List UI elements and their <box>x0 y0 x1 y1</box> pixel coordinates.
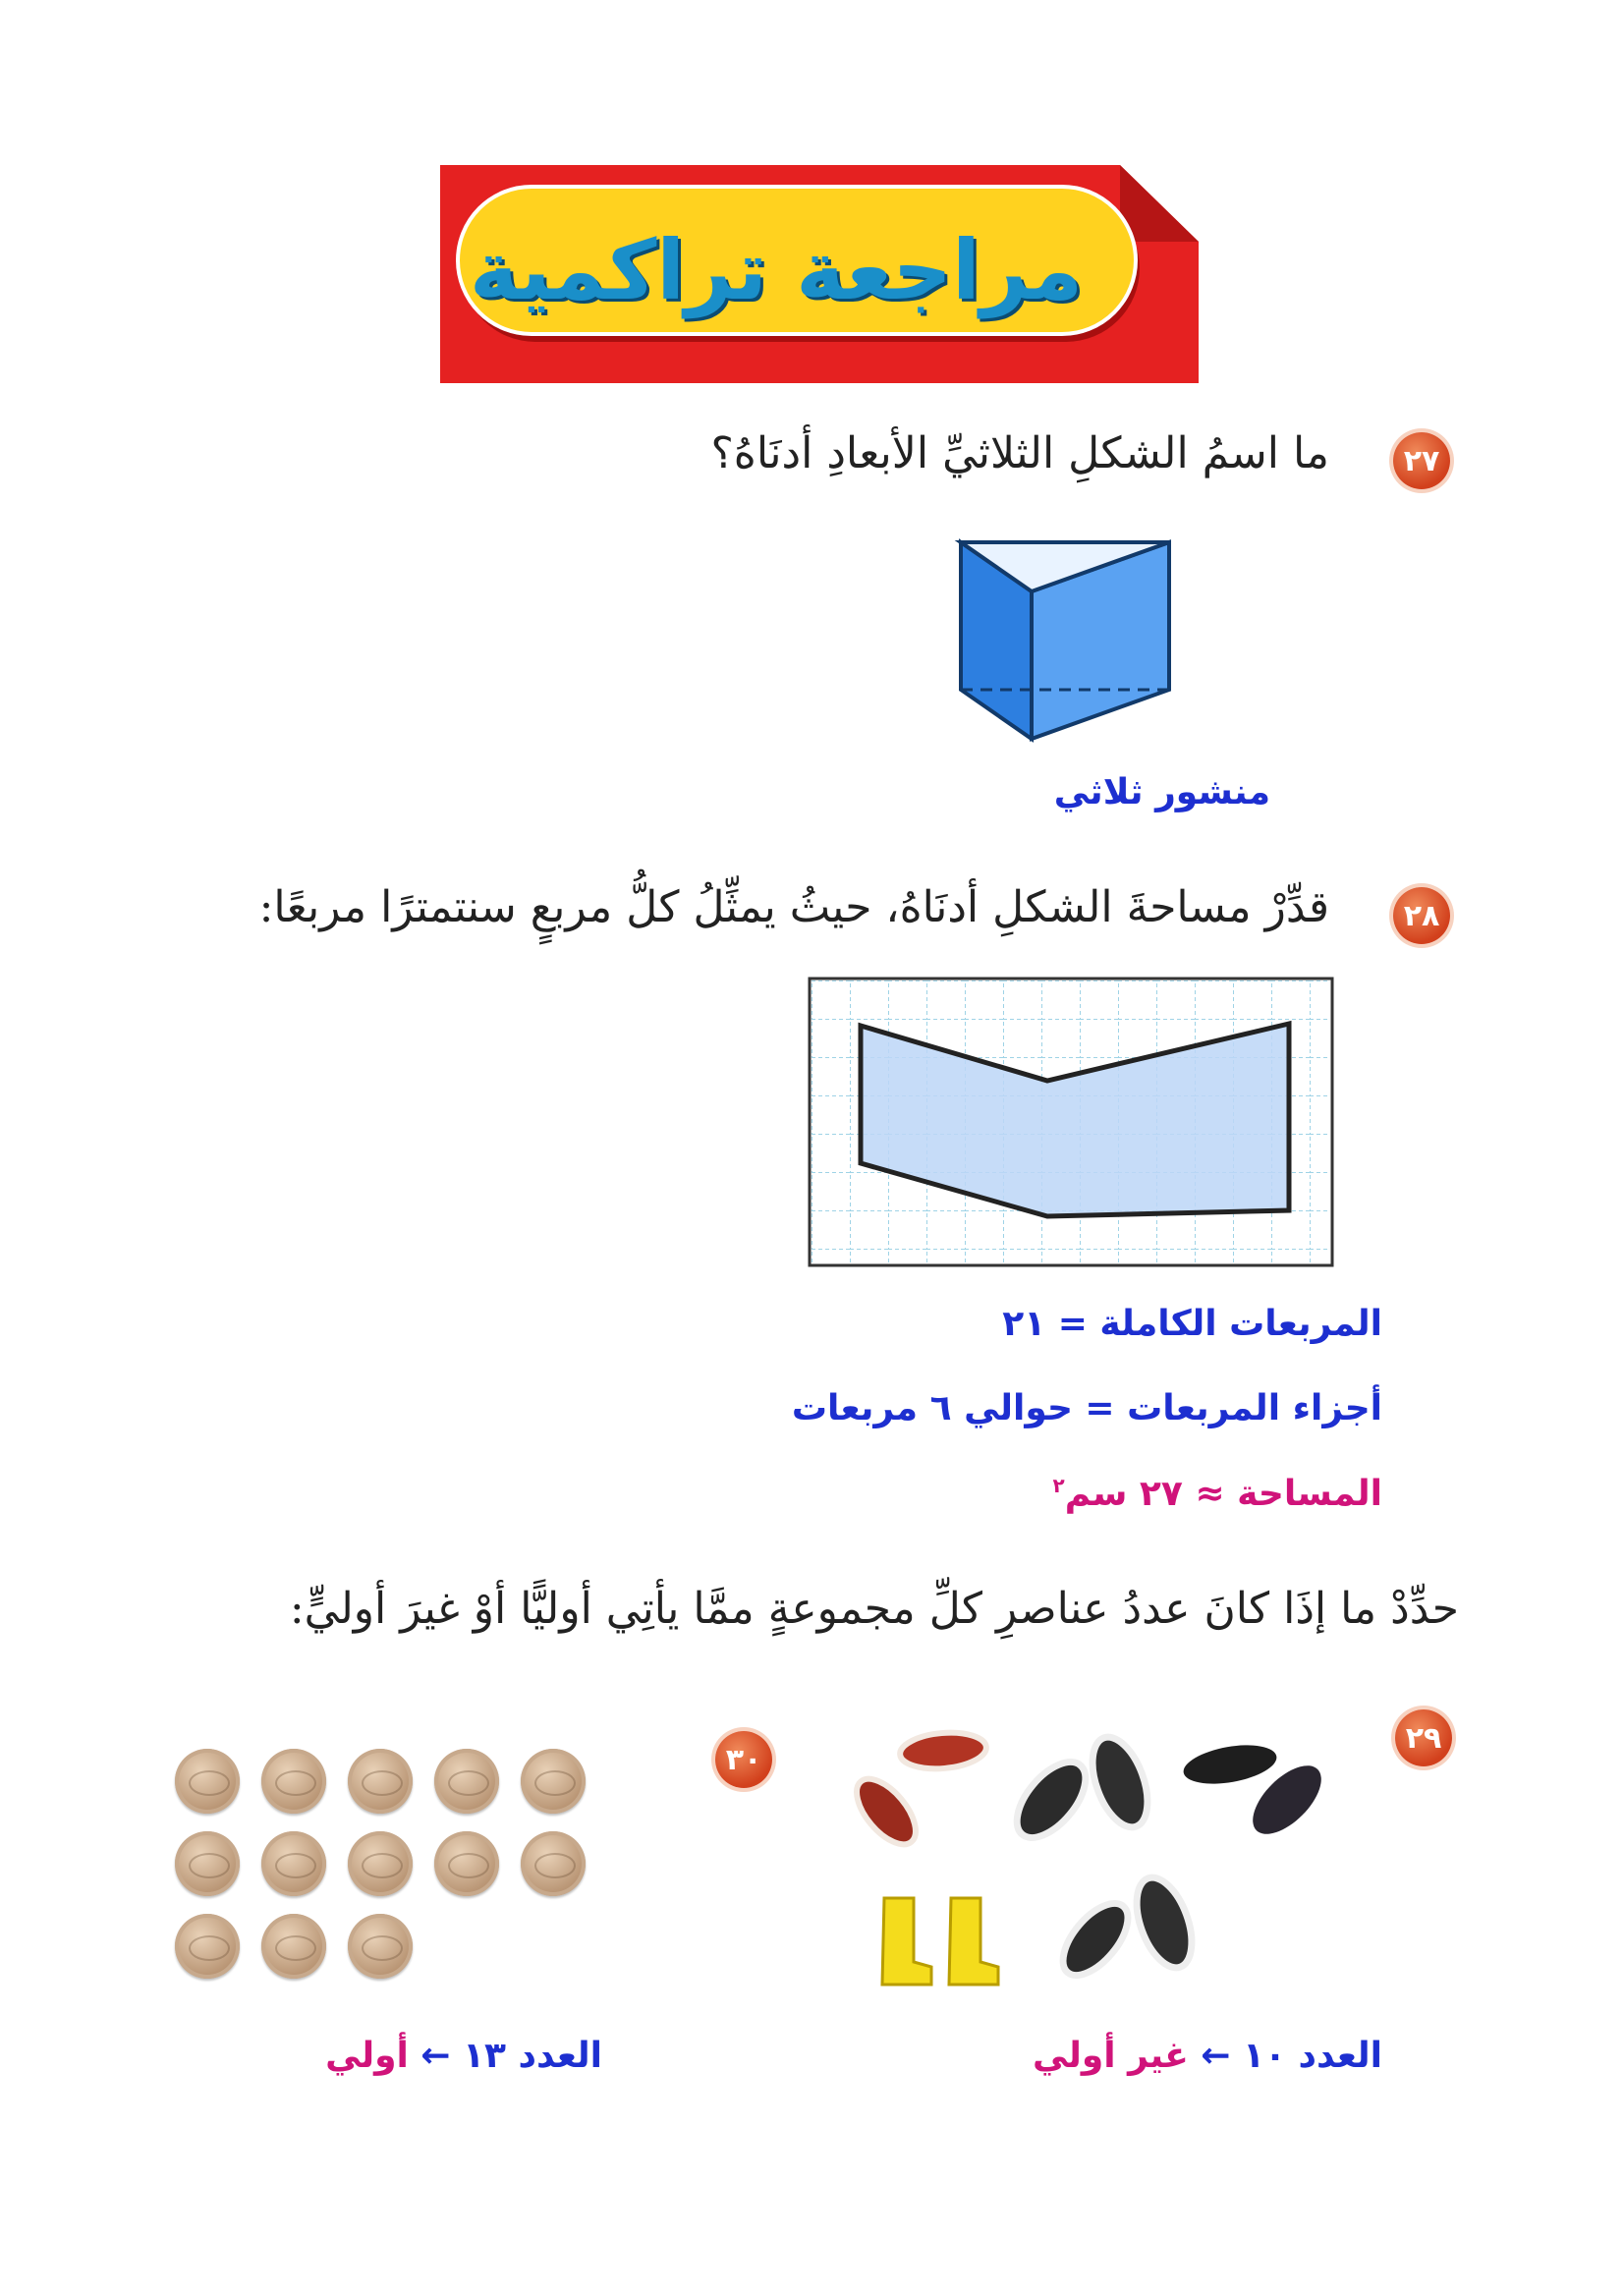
question-27-text: ما اسمُ الشكلِ الثلاثيِّ الأبعادِ أدنَاهُ؟ <box>710 428 1329 478</box>
answer-28-full: المربعات الكاملة = ٢١ <box>1002 1304 1382 1344</box>
black-sneaker-icon <box>1004 1730 1158 1850</box>
coin-icon <box>261 1914 326 1979</box>
coin-icon <box>521 1749 586 1814</box>
question-number-28: ٢٨ <box>1393 887 1450 944</box>
page-title: مراجعة تراكمية <box>469 222 1084 318</box>
answer-28-area-exponent: ٢ <box>1052 1474 1065 1497</box>
question-number-29: ٢٩ <box>1395 1709 1452 1766</box>
coin-icon <box>521 1831 586 1896</box>
coins-group-image <box>175 1749 607 2014</box>
coin-icon <box>261 1831 326 1896</box>
question-number-27: ٢٧ <box>1393 432 1450 489</box>
question-number-30: ٣٠ <box>715 1731 772 1788</box>
coin-icon <box>348 1749 413 1814</box>
answer-30-value: أولي <box>325 2036 409 2076</box>
coin-icon <box>348 1831 413 1896</box>
coin-icon <box>175 1749 240 1814</box>
red-sneaker-icon <box>846 1729 987 1854</box>
coin-icon <box>434 1749 499 1814</box>
answer-30-prefix: العدد ١٣ ← <box>420 2036 602 2076</box>
answer-28-area-text: المساحة ≈ ٢٧ سم <box>1064 1474 1382 1514</box>
area-grid-figure <box>806 975 1336 1269</box>
shoes-group-image <box>825 1721 1356 1996</box>
coin-icon <box>261 1749 326 1814</box>
answer-29 <box>1033 2036 1382 2076</box>
coin-icon <box>434 1831 499 1896</box>
coin-icon <box>175 1914 240 1979</box>
answer-29-prefix: العدد ١٠ ← <box>1201 2036 1382 2076</box>
triangular-prism-icon <box>953 531 1179 747</box>
coin-icon <box>175 1831 240 1896</box>
yellow-boot-icon <box>882 1898 998 1985</box>
question-28-text: قدِّرْ مساحةَ الشكلِ أدنَاهُ، حيثُ يمثِّلُ كلُّ مربعٍ سنتمترًا مربعًا: <box>258 882 1329 932</box>
answer-28-area <box>1053 1474 1383 1514</box>
answer-28-partial: أجزاء المربعات = حوالي ٦ مربعات <box>791 1388 1382 1428</box>
black-shoe-icon <box>1181 1739 1333 1846</box>
coin-icon <box>348 1914 413 1979</box>
instruction-text: حدِّدْ ما إذَا كانَ عددُ عناصرِ كلِّ مجموعةٍ ممَّا يأتِي أوليًّا أوْ غيرَ أوليٍّ: <box>289 1584 1459 1634</box>
answer-27: منشور ثلاثي <box>1053 772 1270 812</box>
black-sneaker-icon-2 <box>1051 1871 1203 1987</box>
answer-29-value: غير أولي <box>1032 2036 1189 2076</box>
answer-30 <box>325 2036 602 2076</box>
